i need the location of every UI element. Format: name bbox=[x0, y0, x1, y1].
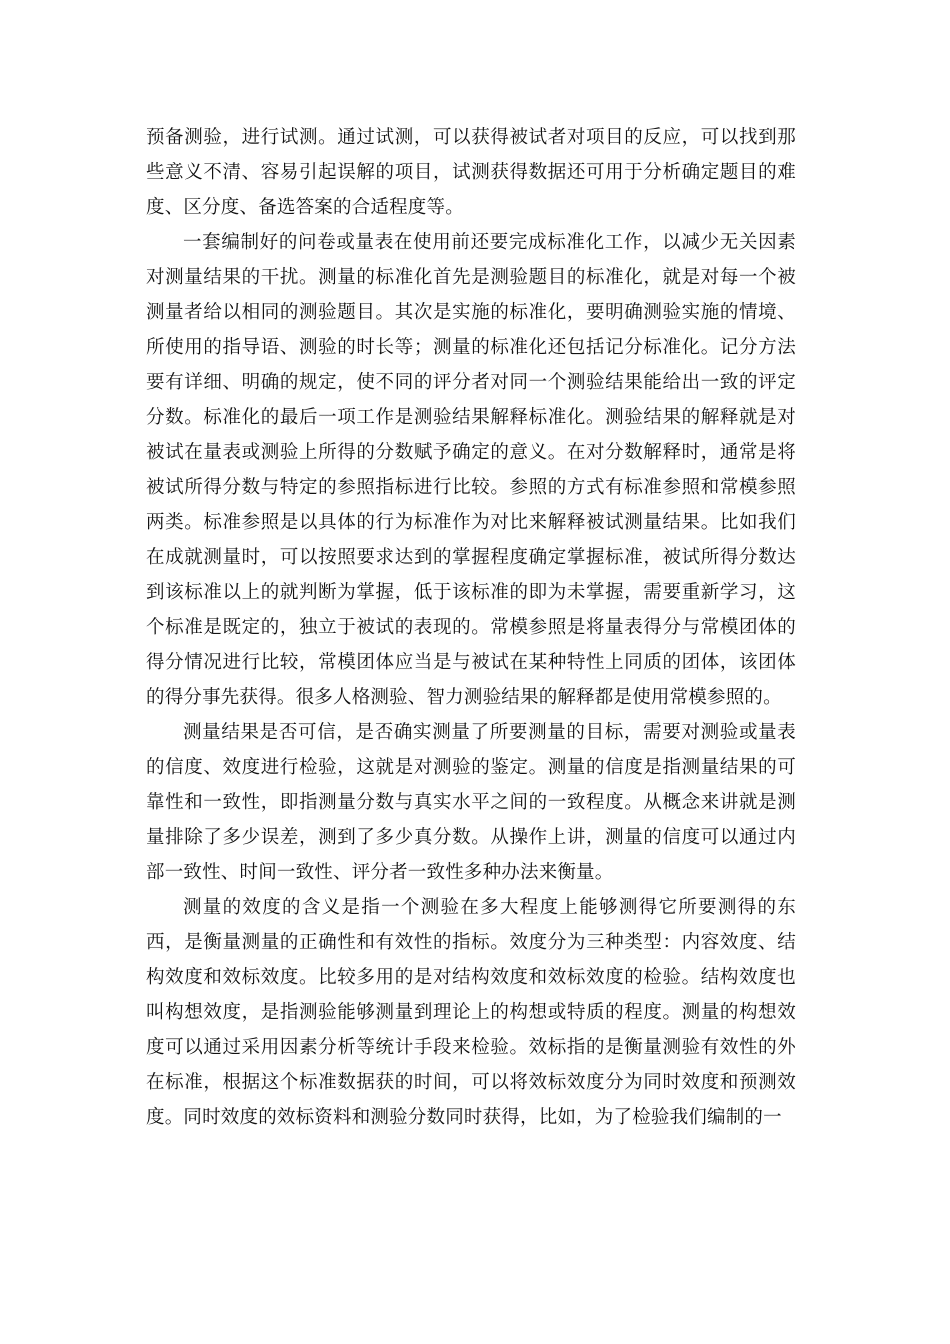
paragraph-continuation: 预备测验，进行试测。通过试测，可以获得被试者对项目的反应，可以找到那些意义不清、容易引起误解的项目，试测获得数据还可用于分析确定题目的难度、区分度、备选答案的合适程度等。 bbox=[146, 127, 796, 218]
paragraph-reliability: 测量结果是否可信，是否确实测量了所要测量的目标，需要对测验或量表的信度、效度进行检验，这就是对测验的鉴定。测量的信度是指测量结果的可靠性和一致性，即指测量分数与真实水平之间的一致程度。从概念来讲就是测量排除了多少误差，测到了多少真分数。从操作上讲，测量的信度可以通过内部一致性、时间一致性、评分者一致性多种办法来衡量。 bbox=[146, 722, 796, 883]
paragraph-standardization: 一套编制好的问卷或量表在使用前还要完成标准化工作，以减少无关因素对测量结果的干扰。测量的标准化首先是测验题目的标准化，就是对每一个被测量者给以相同的测验题目。其次是实施的标准化，要明确测验实施的情境、所使用的指导语、测验的时长等；测量的标准化还包括记分标准化。记分方法要有详细、明确的规定，使不同的评分者对同一个测验结果能给出一致的评定分数。标准化的最后一项工作是测验结果解释标准化。测验结果的解释就是对被试在量表或测验上所得的分数赋予确定的意义。在对分数解释时，通常是将被试所得分数与特定的参照指标进行比较。参照的方式有标准参照和常模参照两类。标准参照是以具体的行为标准作为对比来解释被试测量结果。比如我们在成就测量时，可以按照要求达到的掌握程度确定掌握标准，被试所得分数达到该标准以上的就判断为掌握，低于该标准的即为未掌握，需要重新学习，这个标准是既定的，独立于被试的表现的。常模参照是将量表得分与常模团体的得分情况进行比较，常模团体应当是与被试在某种特性上同质的团体，该团体的得分事先获得。很多人格测验、智力测验结果的解释都是使用常模参照的。 bbox=[146, 232, 796, 708]
document-body bbox=[146, 120, 796, 1135]
paragraph-validity: 测量的效度的含义是指一个测验在多大程度上能够测得它所要测得的东西，是衡量测量的正确性和有效性的指标。效度分为三种类型：内容效度、结构效度和效标效度。比较多用的是对结构效度和效标效度的检验。结构效度也叫构想效度，是指测验能够测量到理论上的构想或特质的程度。测量的构想效度可以通过采用因素分析等统计手段来检验。效标指的是衡量测验有效性的外在标准，根据这个标准数据获的时间，可以将效标效度分为同时效度和预测效度。同时效度的效标资料和测验分数同时获得，比如，为了检验我们编制的一 bbox=[146, 897, 796, 1128]
